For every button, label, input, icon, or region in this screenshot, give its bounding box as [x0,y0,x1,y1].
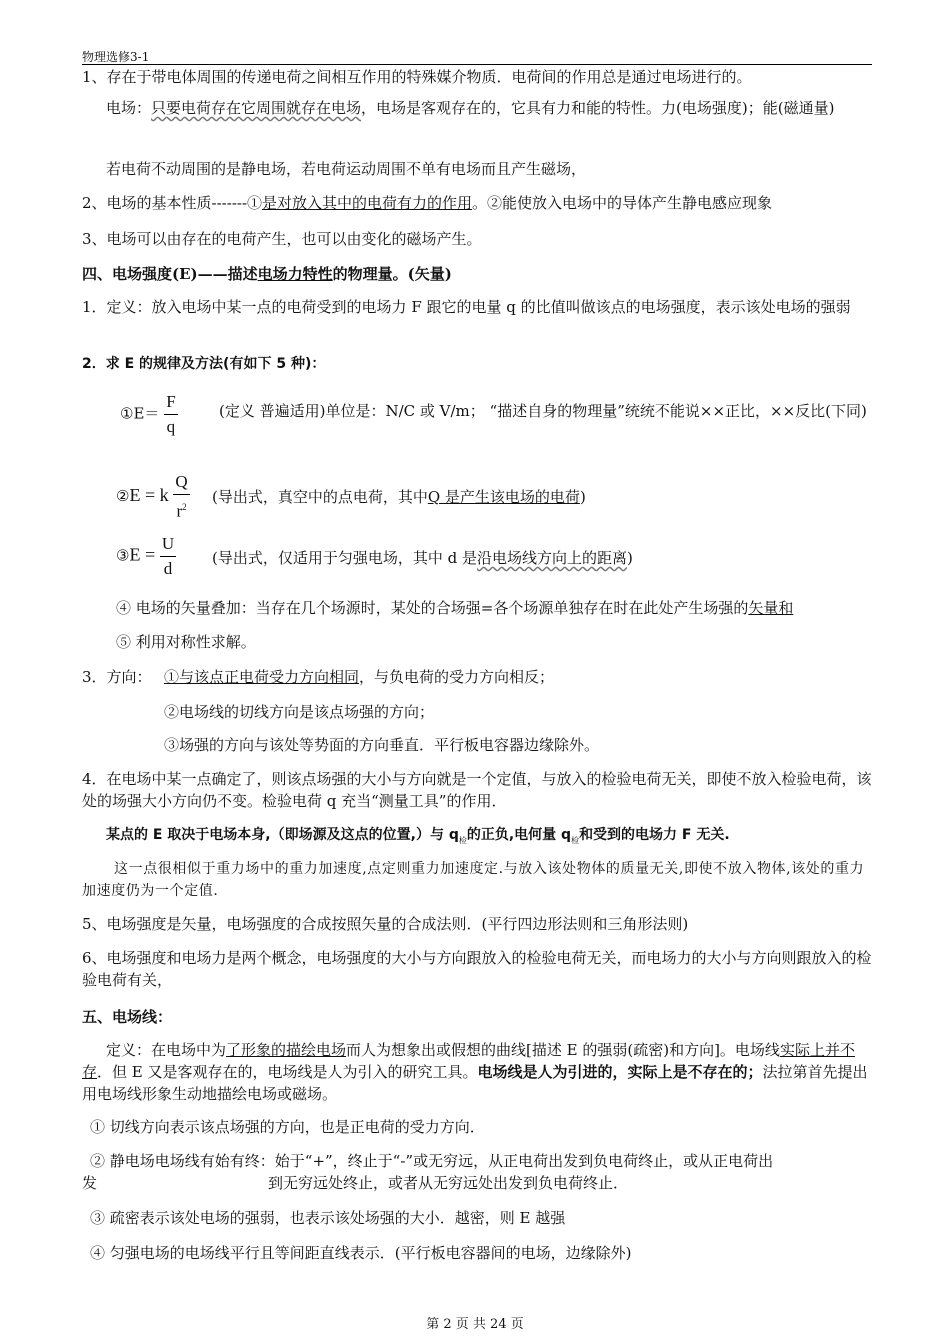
dir-l1-underlined: ①与该点正电荷受力方向相同 [164,668,360,686]
p4-rest: 。②能使放入电场中的导体产生静电感应现象 [472,194,773,212]
section-4-title-b: (E)——描述 [172,265,258,283]
f3-text [212,547,633,569]
f3-fraction [160,534,176,579]
formula-3 [116,534,176,579]
p4-prefix: 2、电场的基本性质-------① [82,194,263,212]
f3-num: U [160,534,176,557]
paragraph-static-field: 若电荷不动周围的是静电场，若电荷运动周围不单有电场而且产生磁场， [106,160,587,178]
method-4-superposition [116,597,793,619]
bold-line-a: 某点的 E 取决于电场本身,（即场源及这点的位置,）与 q [106,827,459,843]
f3-text-b: ) [627,549,633,567]
section-4-title-a: 四、电场强度 [82,265,173,283]
p2-prefix: 电场： [106,99,152,117]
direction-line-2: ②电场线的切线方向是该点场强的方向； [164,703,435,721]
paragraph-basic-property [82,192,772,214]
bold-line-sub-1: 检 [458,835,467,845]
bold-line-b: 的正负,电何量 q [466,827,572,843]
field-line-item-4: ④ 匀强电场的电场线平行且等间距直线表示．(平行板电容器间的电场，边缘除外) [90,1244,632,1262]
section-4-title-c: 的物理量。(矢量) [332,265,452,283]
paragraph-electric-field [82,97,872,119]
bold-line-sub-2: 检 [571,835,580,845]
rules-title: 2．求 E 的规律及方法(有如下 5 种)： [82,356,326,372]
f2-text-b: ) [579,488,586,506]
formula-2 [116,472,190,522]
section-4-title-underlined: 电场力特性 [257,265,333,283]
f1-text: (定义 普遍适用)单位是：N/C 或 V/m； “描述自身的物理量”统统不能说××正比，××反比(下同) [219,402,867,420]
dir-l1-rest: ，与负电荷的受力方向相反； [359,668,555,686]
page-footer: 第 2 页 共 24 页 [426,1317,524,1332]
bold-line-e-depends [106,824,730,852]
page-header: 物理选修3-1 [82,50,150,64]
f2-den-exponent: 2 [182,502,187,512]
paragraph-4-test-charge: 4．在电场中某一点确定了，则该点场强的大小与方向就是一个定值，与放入的检验电荷无关，即使不放入检验电荷，该处的场强大小方向仍不变。检验电荷 q 充当“测量工具”的作用． [82,770,872,810]
f3-den: d [163,559,173,578]
f2-eq: E = k [129,484,169,505]
definition-e: 1．定义：放入电场中某一点的电荷受到的电场力 F 跟它的电量 q 的比值叫做该点的电场强度，表示该处电场的强弱 [82,298,851,316]
f3-text-underlined: 沿电场线方向上的距离 [477,549,628,567]
def5-a: 定义：在电场中为 [106,1041,227,1059]
f3-text-a: (导出式，仅适用于匀强电场，其中 d 是 [212,549,477,567]
p2-rest: ，电场是客观存在的，它具有力和能的特性。力(电场强度)；能(磁通量) [361,99,835,117]
f2-num: Q [173,472,189,495]
f2-fraction [173,472,189,522]
f2-den-base: r [176,501,183,521]
f2-den [173,495,189,522]
field-line-item-2: ② 静电场电场线有始有终：始于“+”，终止于“-”或无穷远，从正电荷出发到负电荷终止，或从正电荷出 [90,1152,774,1170]
f2-lead: ② [116,486,130,505]
field-line-item-2-cont-b: 到无穷远处终止，或者从无穷远处出发到负电荷终止． [268,1174,629,1192]
section-4-title [82,263,452,285]
definition-field-lines [82,1039,872,1105]
f2-text [212,486,586,508]
def5-b: 而人为想象出或假想的曲线[描述 E 的强弱(疏密)和方向]。电场线 [346,1041,780,1059]
f4-text: ④ 电场的矢量叠加：当存在几个场源时，某处的合场强=各个场源单独存在时在此处产生场强的 [116,599,749,617]
direction-line-3: ③场强的方向与该处等势面的方向垂直．平行板电容器边缘除外。 [164,736,600,754]
def5-underlined-1: 了形象的描绘电场 [226,1041,347,1059]
def5-bold: 电场线是人为引进的，实际上是不存在的； [477,1063,763,1081]
def5-underlined-2: 实际上并不存 [82,1041,855,1081]
method-5-symmetry: ⑤ 利用对称性求解。 [116,633,256,651]
paragraph-6-concepts: 6、电场强度和电场力是两个概念，电场强度的大小与方向跟放入的检验电荷无关，而电场力的大小与方向则跟放入的检验电荷有关， [82,949,872,989]
paragraph-1: 1、存在于带电体周围的传递电荷之间相互作用的特殊媒介物质．电荷间的作用总是通过电场进行的。 [82,68,752,86]
f3-eq: E = [129,544,156,565]
direction-label: 3．方向： [82,668,152,686]
direction-line-1 [164,666,554,688]
paragraph-field-source: 3、电场可以由存在的电荷产生，也可以由变化的磁场产生。 [82,230,482,248]
paragraph-gravity-analogy: 这一点很相似于重力场中的重力加速度,点定则重力加速度定.与放入该处物体的质量无关,即使不放入物体,该处的重力加速度仍为一个定值. [82,861,865,899]
f1-lead: ①E＝ [120,404,160,423]
def5-c: ．但 E 又是客观存在的，电场线是人为引入的研究工具。 [97,1063,478,1081]
section-5-title: 五、电场线： [82,1008,173,1026]
field-line-item-2-cont-a: 发 [82,1174,98,1192]
def5-d: 法拉第首先提出用电场线形象生动地描绘电场或磁场。 [82,1063,868,1103]
f1-num: F [164,392,177,415]
f3-lead: ③ [116,546,130,565]
field-line-item-3: ③ 疏密表示该处电场的强弱，也表示该处场强的大小．越密，则 E 越强 [90,1209,566,1227]
bold-line-c: 和受到的电场力 F 无关. [579,827,730,843]
paragraph-5-vector: 5、电场强度是矢量，电场强度的合成按照矢量的合成法则．(平行四边形法则和三角形法则) [82,915,689,933]
f4-underlined: 矢量和 [748,599,794,617]
field-line-item-1: ① 切线方向表示该点场强的方向，也是正电荷的受力方向． [90,1118,485,1136]
p2-underlined: 只要电荷存在它周围就存在电场 [151,99,362,117]
header-rule [82,64,872,65]
p4-underlined: 是对放入其中的电荷有力的作用 [262,194,473,212]
f2-text-a: (导出式，真空中的点电荷，其中 [212,488,428,506]
f2-text-underlined: Q 是产生该电场的电荷 [427,488,580,506]
f1-den: q [166,417,176,436]
